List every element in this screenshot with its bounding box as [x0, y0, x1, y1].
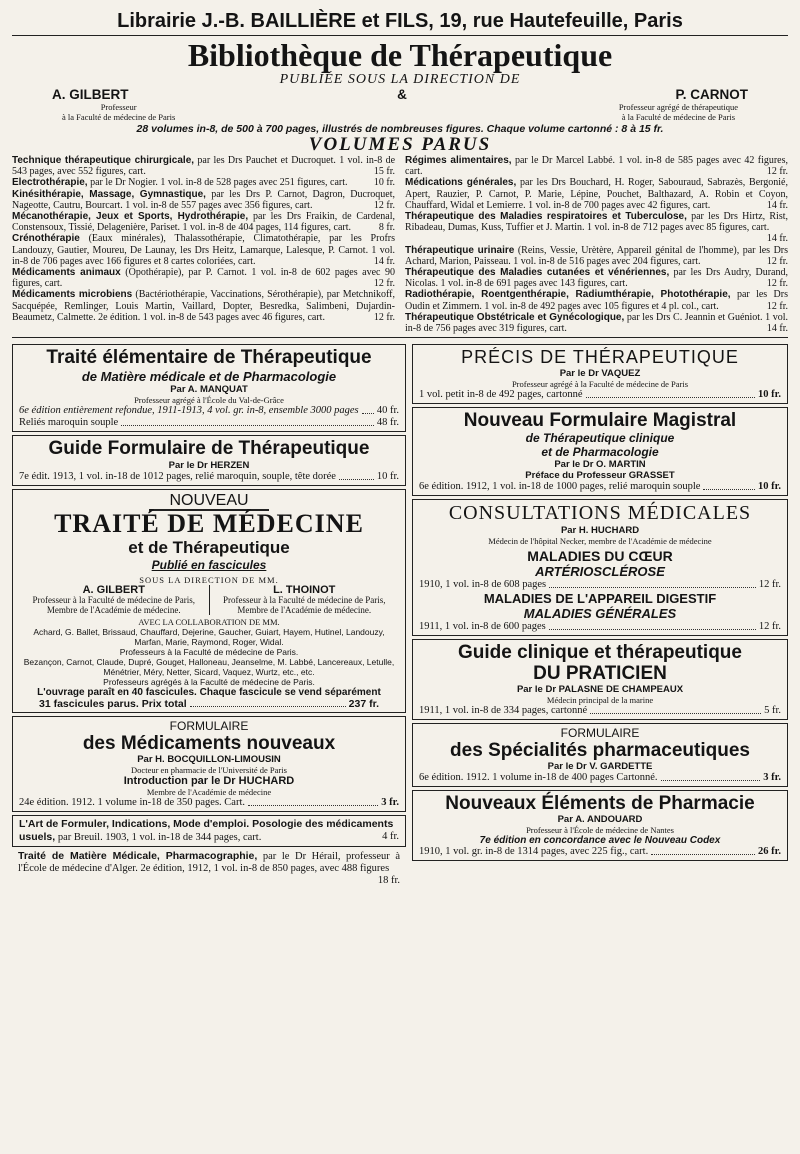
praticien-title: Guide clinique et thérapeutique — [458, 642, 742, 664]
volumes-right-column — [405, 155, 788, 334]
volume-text: par les Drs Fraikin, de Cardenal, Constensoux, Tissié, Delagenière, Pariset. 1 vol. in-8 de 404 pages, 114 figures, cart. — [12, 211, 395, 234]
volume-title: Crénothérapie — [12, 233, 80, 245]
publisher-header: Librairie J.-B. BAILLIÈRE et FILS, 19, rue Hautefeuille, Paris — [117, 10, 683, 32]
herzen-author: Par le Dr HERZEN — [168, 460, 250, 472]
volume-title: Electrothérapie, — [12, 177, 88, 189]
herail-title: Traité de Matière Médicale, Pharmacographie, — [18, 850, 258, 863]
gardette-label: FORMULAIRE — [560, 726, 640, 741]
volume-text: par les Drs Bouchard, H. Roger, Sabouraud, Sabrazès, Bergonié, Apert, Rauzier, P. Carnot, P. Marie, Lépine, Pouchet, Balthazard, A. Robin et Coyon, Chauffard, Widal et Lemierre. 1 vol. in-8 de 700 pages avec 42 figures, cart. — [405, 177, 788, 211]
volume-price: 12 fr. — [766, 255, 788, 267]
dir-thoinot: L. THOINOT Professeur à la Faculté de médecine de Paris, Membre de l'Académie de médecine. — [223, 584, 386, 616]
traite-medecine-title: TRAITÉ DE MÉDECINE — [54, 509, 364, 539]
volume-title: Mécanothérapie, Jeux et Sports, Hydrothérapie, — [12, 211, 249, 223]
volume-price: 12 fr. — [373, 278, 395, 290]
collab-label: AVEC LA COLLABORATION DE MM. — [138, 617, 280, 628]
volume-title: Thérapeutique Obstétricale et Gynécologique, — [405, 311, 625, 323]
dir-gilbert: A. GILBERT Professeur à la Faculté de médecine de Paris, Membre de l'Académie de médecine. — [19, 585, 210, 615]
volume-text: par les Drs Pauchet et Ducroquet. 1 vol. in-8 de 543 pages, avec 552 figures, cart. — [12, 155, 396, 178]
andouard-author: Par A. ANDOUARD — [557, 814, 643, 826]
manquat-title: Traité élémentaire de Thérapeutique — [46, 347, 372, 369]
volume-price: 12 fr. — [766, 300, 788, 312]
huchard-author-title: Médecin de l'hôpital Necker, membre de l'Académie de médecine — [488, 536, 712, 547]
director-carnot: P. CARNOT — [675, 87, 748, 102]
volume-title: Radiothérapie, Roentgenthérapie, Radiumthérapie, Photothérapie, — [405, 289, 731, 301]
vaquez-box — [412, 344, 788, 404]
volumes-list — [12, 155, 788, 334]
volume-entry — [405, 312, 788, 334]
volume-price: 8 fr. — [378, 222, 395, 234]
volume-entry — [12, 177, 395, 188]
volume-entry — [405, 267, 788, 289]
volume-text: par le Dr Nogier. 1 vol. in-8 de 528 pages avec 251 figures, cart. — [90, 177, 348, 189]
manquat-author: Par A. MANQUAT — [170, 384, 248, 396]
volume-price: 14 fr. — [766, 323, 788, 335]
volume-price: 14 fr. — [766, 199, 788, 211]
huchard-title: CONSULTATIONS MÉDICALES — [448, 502, 752, 525]
volume-entry — [12, 211, 395, 233]
volume-text: par les Drs Oudin et Zimmern. 1 vol. in-8 de 492 pages avec 105 figures et 4 pl. col., cart. — [405, 289, 789, 312]
formuler-title: L'Art de Formuler, Indications, Mode d'emploi. Posologie des médicaments usuels, — [19, 818, 394, 844]
praticien-box — [412, 639, 788, 720]
volume-text: (Bactériothérapie, Vaccinations, Sérothérapie), par Metchnikoff, Sacquépée, Remlinger, Louis Martin, Vaillard, Dopter, Besredka, Salimbeni, Dujardin-Beaumetz, Calmette. 2e édition. 1 vol. in-8 de 543 pages avec 46 figures, cart. — [12, 289, 396, 323]
volume-text: par les Drs C. Jeannin et Guéniot. 1 vol. in-8 de 756 pages avec 319 figures, cart. — [405, 311, 788, 335]
nouveau-label: NOUVEAU — [149, 492, 268, 511]
formuler-price: 4 fr. — [382, 831, 399, 843]
volume-text: (Opothérapie), par P. Carnot. 1 vol. in-8 de 602 pages avec 90 figures, cart. — [12, 267, 395, 290]
volume-entry — [405, 211, 788, 245]
andouard-note: 7e édition en concordance avec le Nouveau Codex — [479, 835, 721, 847]
huchard-ed2-line: 1911, 1 vol. in-8 de 600 pages 12 fr. — [419, 621, 781, 633]
herail-text: par le Dr Hérail, professeur à l'École de médecine d'Alger. 2e édition, 1912, 1 vol. in-8 de 850 pages, avec 488 figures — [18, 851, 400, 875]
praticien-title2: DU PRATICIEN — [533, 663, 667, 685]
formulaire-intro: Introduction par le Dr HUCHARD — [123, 775, 295, 788]
herail-price: 18 fr. — [377, 875, 400, 887]
directors-titles — [12, 102, 788, 122]
herzen-title: Guide Formulaire de Thérapeutique — [48, 438, 370, 460]
huchard-ed1-line: 1910, 1 vol. in-8 de 608 pages 12 fr. — [419, 579, 781, 591]
carnot-title: Professeur agrégé de thérapeutique à la Faculté de médecine de Paris — [618, 102, 738, 122]
vaquez-edition-line: 1 vol. petit in-8 de 492 pages, cartonné 10 fr. — [419, 389, 781, 401]
manquat-author-title: Professeur agrégé à l'École du Val-de-Grâce — [134, 395, 284, 406]
andouard-edition-line: 1910, 1 vol. gr. in-8 de 1314 pages, avec 225 fig., cart. 26 fr. — [419, 846, 781, 858]
martin-box — [412, 407, 788, 496]
formulaire-title: des Médicaments nouveaux — [82, 733, 336, 755]
volume-title: Médicaments microbiens — [12, 289, 133, 301]
formulaire-box — [12, 716, 406, 812]
vaquez-author-title: Professeur agrégé à la Faculté de médecine de Paris — [511, 379, 689, 390]
volume-text: (Reins, Vessie, Urètère, Appareil génital de l'homme), par les Drs Achard, Marion, Paisseau. 1 vol. in-8 de 516 pages avec 204 figures, cart. — [405, 244, 789, 267]
huchard-digestif: MALADIES DE L'APPAREIL DIGESTIF — [483, 591, 717, 607]
volume-title: Technique thérapeutique chirurgicale, — [12, 155, 195, 166]
formulaire-author-title: Docteur en pharmacie de l'Université de Paris — [131, 765, 287, 776]
lower-left-column — [12, 344, 406, 887]
volume-price: 14 fr. — [373, 255, 395, 267]
vaquez-title: PRÉCIS DE THÉRAPEUTIQUE — [461, 347, 739, 368]
volume-price: 12 fr. — [373, 199, 395, 211]
huchard-coeur: MALADIES DU CŒUR — [527, 548, 673, 565]
herzen-edition-line: 7e édit. 1913, 1 vol. in-18 de 1012 pages, relié maroquin, souple, tête dorée 10 fr. — [19, 471, 399, 483]
manquat-subtitle: de Matière médicale et de Pharmacologie — [81, 369, 337, 385]
header-rule — [12, 35, 788, 36]
volume-entry — [12, 155, 395, 177]
praticien-edition-line: 1911, 1 vol. in-8 de 334 pages, cartonné 5 fr. — [419, 705, 781, 717]
direction-label: SOUS LA DIRECTION DE MM. — [139, 575, 279, 586]
volume-price: 12 fr. — [766, 278, 788, 290]
volume-title: Régimes alimentaires, — [405, 155, 512, 166]
volume-text: (Eaux minérales), Thalassothérapie, Climatothérapie, par les Profrs Landouzy, Gautier, Moureu, De Launay, les Drs Heitz, Lamarque, Lalesque, P. Carnot. 1 vol. in-8 de 706 pages avec 166 figures et 8 cartes coloriées, cart. — [12, 233, 395, 267]
volume-title: Thérapeutique des Maladies cutanées et vénériennes, — [405, 267, 670, 279]
volume-price: 15 fr. — [373, 166, 395, 178]
martin-preface: Préface du Professeur GRASSET — [525, 470, 675, 482]
volume-title: Thérapeutique urinaire — [405, 244, 515, 256]
formulaire-edition-line: 24e édition. 1912. 1 volume in-18 de 350 pages. Cart. 3 fr. — [19, 797, 399, 809]
praticien-author-title: Médecin principal de la marine — [546, 695, 654, 706]
volume-entry — [405, 177, 788, 211]
direction-line: PUBLIÉE SOUS LA DIRECTION DE — [279, 72, 521, 87]
volume-text: par les Drs Audry, Durand, Nicolas. 1 vol. in-8 de 691 pages avec 143 figures, cart. — [405, 267, 788, 290]
catalog-page — [12, 8, 788, 1138]
volume-entry — [405, 289, 788, 311]
formulaire-label: FORMULAIRE — [169, 719, 249, 734]
fascicules-label: Publié en fascicules — [151, 558, 267, 573]
gardette-title: des Spécialités pharmaceutiques — [450, 740, 750, 762]
fascicules-note: L'ouvrage paraît en 40 fascicules. Chaque fascicule se vend séparément — [37, 687, 381, 699]
formuler-box — [12, 815, 406, 847]
vaquez-author: Par le Dr VAQUEZ — [559, 368, 641, 380]
manquat-edition-line: 6e édition entièrement refondue, 1911-1913, 4 vol. gr. in-8, ensemble 3000 pages 40 fr. — [19, 405, 399, 417]
traite-medecine-subtitle: et de Thérapeutique — [128, 538, 290, 558]
martin-edition-line: 6e édition. 1912, 1 vol. in-18 de 1000 pages, relié maroquin souple 10 fr. — [419, 481, 781, 493]
volumes-rule — [12, 337, 788, 338]
volume-entry — [405, 245, 788, 267]
martin-title: Nouveau Formulaire Magistral — [463, 410, 737, 432]
collab-names: Achard, G. Ballet, Brissaud, Chauffard, Dejerine, Gaucher, Guiart, Hayem, Hutinel, Landouzy, Marfan, Marie, Raymond, Roger, Widal. Professeurs à la Faculté de médecine de Paris. Bezançon, Carnot, Claude, Dupré, Gouget, Halloneau, Jeanselme, M. Labbé, Lancereaux, Letulle, Ménétrier, Méry, Netter, Sicard, Vaquez, Wurtz, etc., etc. Professeurs agrégés à la Faculté de médecine de Paris. — [23, 627, 395, 688]
volume-price: 14 fr. — [766, 233, 788, 245]
bibliotheque-title: Bibliothèque de Thérapeutique — [187, 37, 613, 73]
volumes-parus-heading: VOLUMES PARUS — [308, 134, 492, 155]
director-gilbert: A. GILBERT — [52, 87, 129, 102]
lower-section — [12, 344, 788, 887]
volume-title: Kinésithérapie, Massage, Gymnastique, — [12, 188, 206, 200]
directors — [12, 87, 788, 102]
manquat-box — [12, 344, 406, 432]
formuler-text: par Breuil. 1903, 1 vol. in-18 de 344 pages, cart. — [57, 832, 262, 844]
volume-title: Médicaments animaux — [12, 267, 121, 279]
volume-price: 12 fr. — [373, 311, 395, 323]
martin-subtitle2: et de Pharmacologie — [541, 445, 659, 460]
martin-subtitle1: de Thérapeutique clinique — [525, 431, 675, 446]
manquat-bound-line: Reliés maroquin souple 48 fr. — [19, 417, 399, 429]
volume-text: par le Dr Marcel Labbé. 1 vol. in-8 de 585 pages avec 42 figures, cart. — [405, 155, 789, 178]
volume-entry — [12, 267, 395, 289]
volume-entry — [405, 155, 788, 177]
volume-title: Médications générales, — [405, 177, 517, 189]
andouard-author-title: Professeur à l'École de médecine de Nantes — [526, 825, 674, 836]
herzen-box — [12, 435, 406, 486]
herail-entry — [12, 850, 406, 887]
martin-author: Par le Dr O. MARTIN — [554, 459, 646, 471]
huchard-arterio: ARTÉRIOSCLÉROSE — [535, 564, 665, 580]
gilbert-title: Professeur à la Faculté de médecine de Paris — [62, 102, 176, 122]
volume-price: 10 fr. — [373, 177, 395, 189]
huchard-generales: MALADIES GÉNÉRALES — [523, 606, 677, 622]
ampersand: & — [397, 87, 407, 102]
volume-title: Thérapeutique des Maladies respiratoires et Tuberculose, — [405, 211, 687, 223]
volume-entry — [12, 289, 395, 323]
lower-right-column — [412, 344, 788, 887]
volumes-info: 28 volumes in-8, de 500 à 700 pages, illustrés de nombreuses figures. Chaque volume cartonné : 8 à 15 fr. — [136, 123, 664, 135]
volume-price: 12 fr. — [766, 166, 788, 178]
gardette-edition-line: 6e édition. 1912. 1 volume in-18 de 400 pages Cartonné. 3 fr. — [419, 772, 781, 784]
andouard-title: Nouveaux Éléments de Pharmacie — [445, 793, 755, 815]
gardette-author: Par le Dr V. GARDETTE — [547, 761, 653, 773]
traite-medecine-box — [12, 489, 406, 713]
volume-text: par les Drs Hirtz, Rist, Ribadeau, Dumas, Kuss, Tuffier et J. Martin. 1 vol. in-8 de 712 pages avec 85 figures, cart. — [405, 211, 789, 234]
volume-text: par les Drs P. Carnot, Dagron, Ducroquet, Nageotte, Cautru, Bourcart. 1 vol. in-8 de 557 pages avec 356 figures, cart. — [12, 188, 396, 211]
gardette-box — [412, 723, 788, 787]
praticien-author: Par le Dr PALASNE DE CHAMPEAUX — [516, 684, 684, 696]
andouard-box — [412, 790, 788, 861]
traite-directors — [19, 585, 399, 615]
volume-entry — [12, 233, 395, 267]
fascicules-total: 31 fascicules parus. Prix total 237 fr. — [39, 698, 379, 711]
huchard-author: Par H. HUCHARD — [560, 525, 640, 537]
formulaire-author: Par H. BOCQUILLON-LIMOUSIN — [137, 754, 281, 766]
huchard-box — [412, 499, 788, 636]
volume-entry — [12, 189, 395, 211]
formulaire-intro-title: Membre de l'Académie de médecine — [146, 787, 272, 798]
volumes-left-column — [12, 155, 395, 334]
